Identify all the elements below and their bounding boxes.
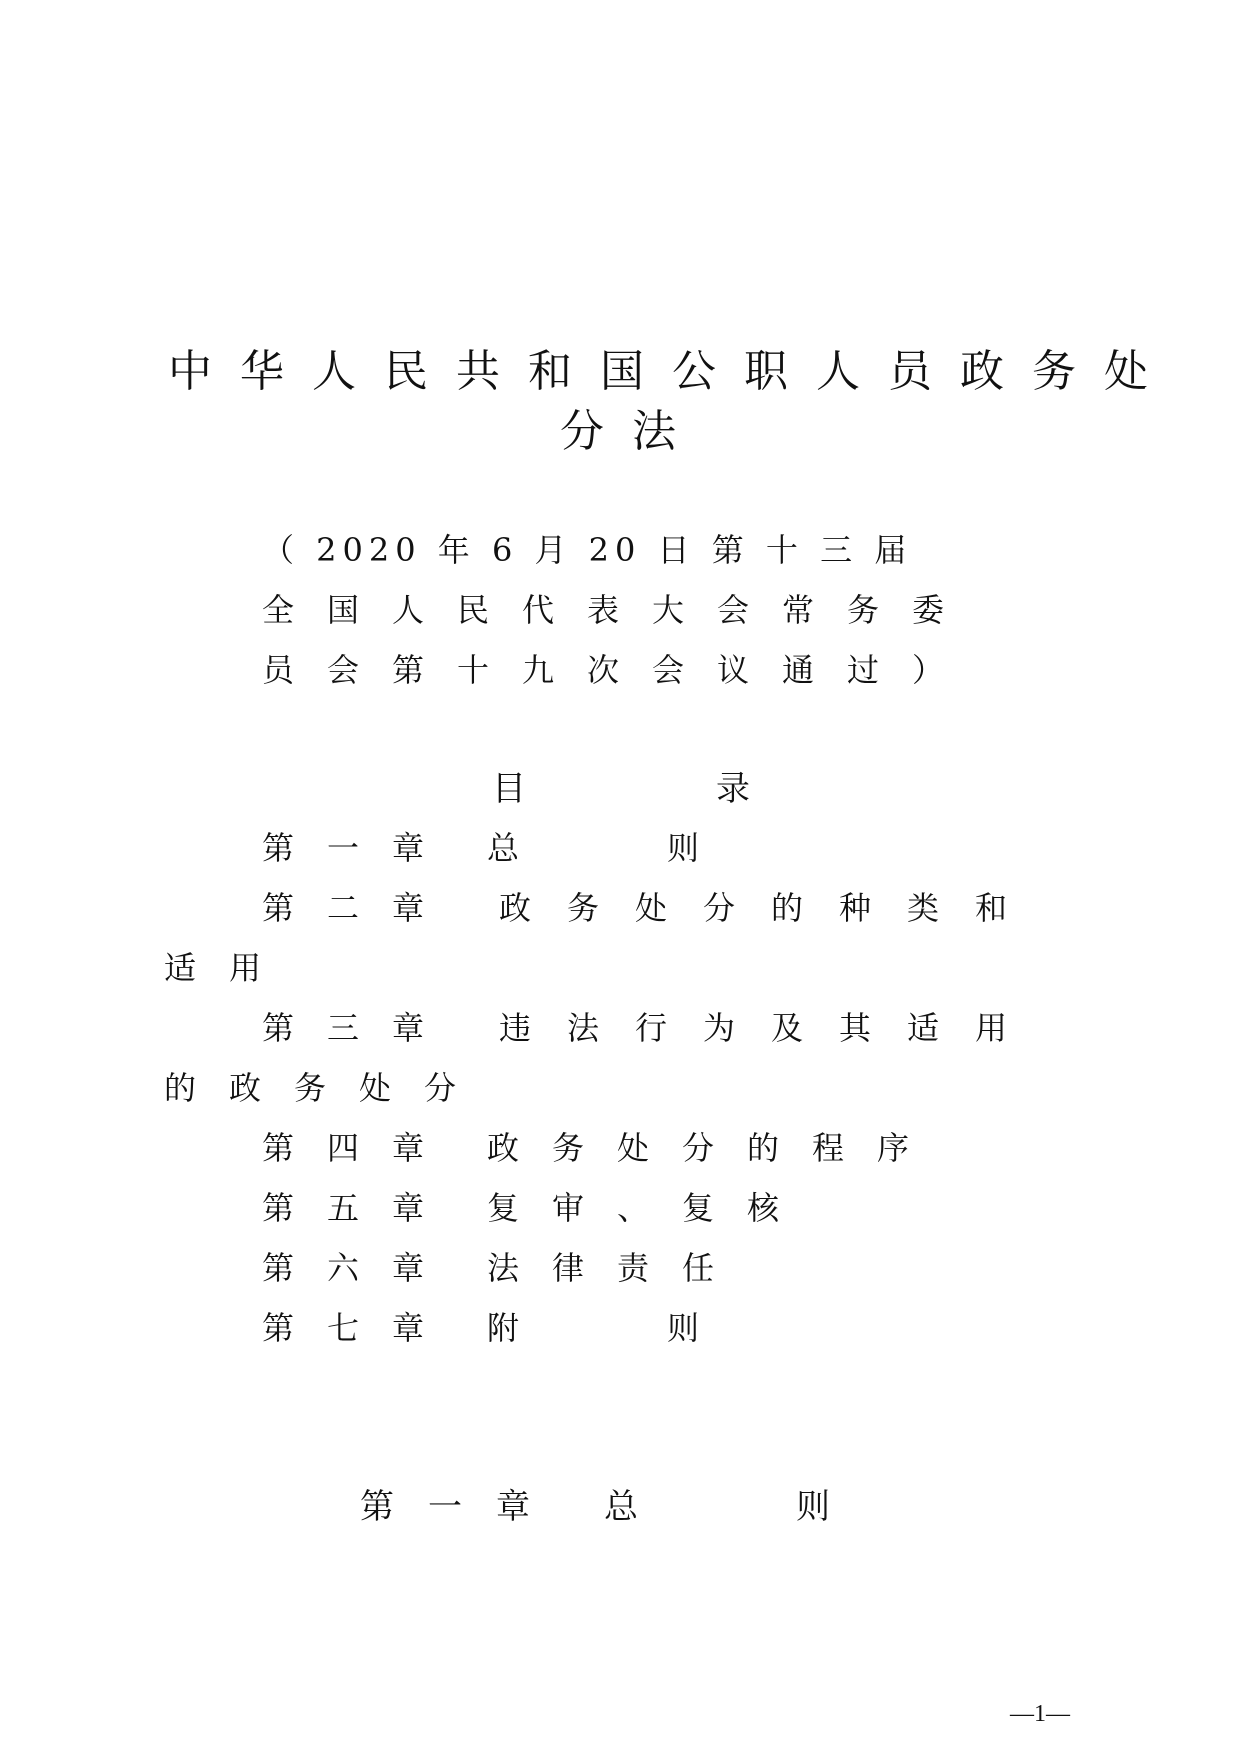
- toc-item[interactable]: [262, 1309, 728, 1347]
- toc-item[interactable]: [262, 889, 1044, 927]
- chapter-heading-number: 第一章: [360, 1487, 564, 1527]
- toc-chapter-name: 违法行为及其适用: [499, 1009, 1044, 1047]
- toc-chapter-number: 第七章: [262, 1309, 458, 1347]
- toc-chapter-number: 第四章: [262, 1129, 458, 1167]
- chapter-heading: [360, 1487, 860, 1527]
- toc-item[interactable]: [262, 1249, 748, 1287]
- toc-chapter-name: 法律责任: [487, 1249, 748, 1287]
- toc-heading: 目 录: [492, 769, 772, 809]
- toc-chapter-number: 第二章: [262, 889, 458, 927]
- adoption-note-line-3: 员会第十九次会议通过）: [262, 651, 978, 689]
- toc-chapter-name: 复审、复核: [487, 1189, 813, 1227]
- adoption-note-line-1: （ 2020 年 6 月 20 日 第 十 三 届: [262, 531, 913, 569]
- toc-item-continuation: 适用: [164, 949, 295, 987]
- toc-chapter-number: 第三章: [262, 1009, 458, 1047]
- document-title-line-2: 分法: [560, 406, 704, 457]
- toc-chapter-name: 政务处分的程序: [487, 1129, 943, 1167]
- toc-item[interactable]: [262, 1009, 1044, 1047]
- chapter-heading-name: 总 则: [604, 1487, 860, 1527]
- toc-chapter-name: 总 则: [487, 829, 728, 867]
- toc-chapter-number: 第六章: [262, 1249, 458, 1287]
- toc-chapter-name: 政务处分的种类和: [499, 889, 1044, 927]
- toc-item[interactable]: [262, 829, 728, 867]
- toc-chapter-number: 第一章: [262, 829, 458, 867]
- toc-chapter-name: 附 则: [487, 1309, 728, 1347]
- adoption-note-line-2: 全国人民代表大会常务委: [262, 591, 978, 629]
- page-number: —1—: [1010, 1701, 1070, 1727]
- toc-item-continuation: 的政务处分: [164, 1069, 490, 1107]
- toc-item[interactable]: [262, 1189, 813, 1227]
- toc-chapter-number: 第五章: [262, 1189, 458, 1227]
- document-title-line-1: 中华人民共和国公职人员政务处: [168, 346, 1176, 397]
- toc-item[interactable]: [262, 1129, 943, 1167]
